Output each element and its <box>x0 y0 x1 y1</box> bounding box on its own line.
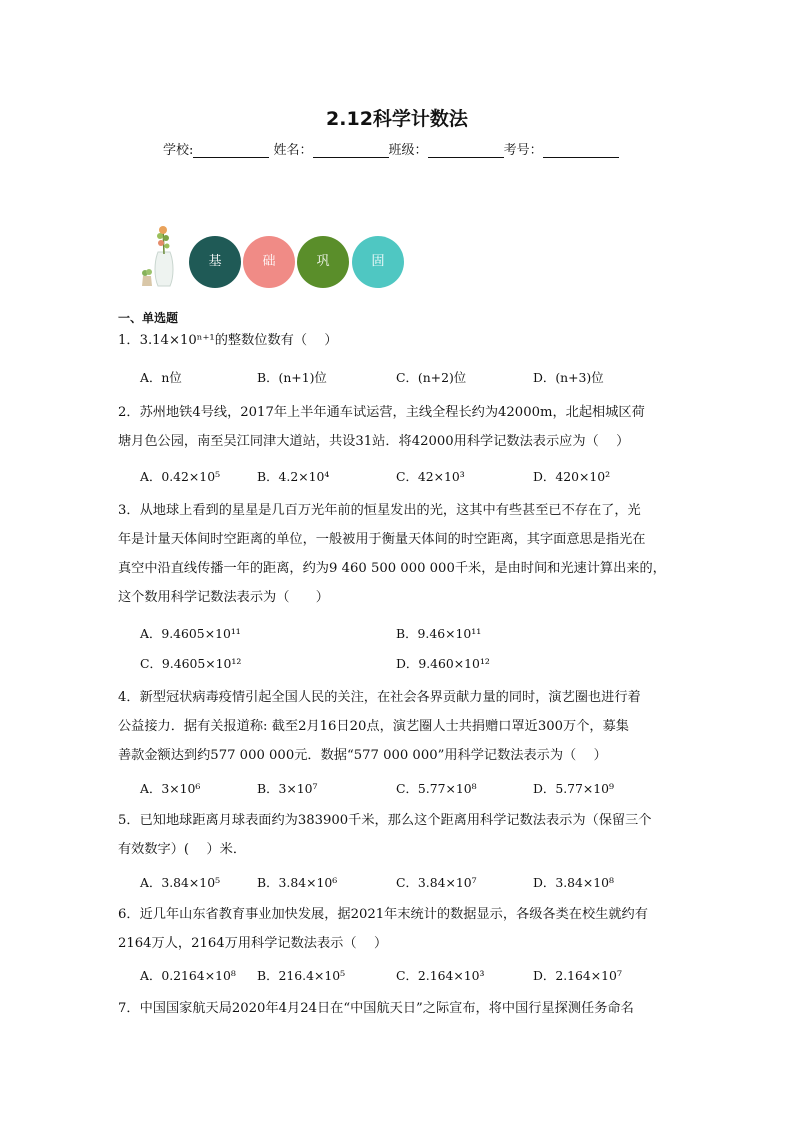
question-text: 6．近几年山东省教育事业加快发展，据2021年末统计的数据显示，各级各类在校生就约有 <box>118 907 648 922</box>
option-d[interactable]: D．2.164×10⁷ <box>533 968 622 983</box>
plant-vase-icon <box>136 222 182 292</box>
option-a[interactable]: A．n位 <box>140 370 182 385</box>
option-d[interactable]: D．3.84×10⁸ <box>533 875 615 890</box>
class-label: 班级： <box>388 143 428 158</box>
question-text: 善款金额达到约577 000 000元．数据“577 000 000”用科学记数法表示为（ ） <box>118 748 607 763</box>
option-d[interactable]: D．420×10² <box>533 469 611 484</box>
option-a[interactable]: A．3×10⁶ <box>140 781 201 796</box>
question-7 <box>118 994 678 1023</box>
option-d[interactable]: D．9.460×10¹² <box>396 656 490 671</box>
question-6 <box>118 900 678 958</box>
question-text: 这个数用科学记数法表示为（ ） <box>118 590 329 605</box>
option-a[interactable]: A．3.84×10⁵ <box>140 875 221 890</box>
page-title: 2.12科学计数法 <box>326 108 468 130</box>
question-text: 7．中国国家航天局2020年4月24日在“中国航天日”之际宣布，将中国行星探测任务命名 <box>118 1001 634 1016</box>
option-a[interactable]: A．0.2164×10⁸ <box>140 968 236 983</box>
question-4-options <box>140 779 680 799</box>
question-text: 5．已知地球距离月球表面约为383900千米，那么这个距离用科学记数法表示为（保留三个 <box>118 813 652 828</box>
option-b[interactable]: B．3×10⁷ <box>257 781 318 796</box>
option-b[interactable]: B．(n+1)位 <box>257 370 327 385</box>
question-text: 2164万人，2164万用科学记数法表示（ ） <box>118 936 388 951</box>
question-6-options <box>140 966 680 986</box>
question-2-options <box>140 467 680 487</box>
question-5 <box>118 806 678 864</box>
question-4 <box>118 683 678 770</box>
option-b[interactable]: B．3.84×10⁶ <box>257 875 338 890</box>
option-c[interactable]: C．2.164×10³ <box>396 968 485 983</box>
section-title: 一、单选题 <box>118 311 179 325</box>
number-blank <box>543 143 619 158</box>
option-c[interactable]: C．9.4605×10¹² <box>140 656 242 671</box>
question-3-options-row-2 <box>140 654 680 674</box>
option-c[interactable]: C．3.84×10⁷ <box>396 875 477 890</box>
option-c[interactable]: C．42×10³ <box>396 469 465 484</box>
question-text: 有效数字）( ）米． <box>118 842 247 857</box>
name-blank <box>313 143 389 158</box>
section-banner <box>136 222 416 292</box>
school-label: 学校: <box>163 143 194 158</box>
banner-circle-3: 巩 <box>297 236 349 288</box>
question-5-options <box>140 873 680 893</box>
option-d[interactable]: D．5.77×10⁹ <box>533 781 615 796</box>
question-text: 2．苏州地铁4号线，2017年上半年通车试运营，主线全程长约为42000m，北起相城区荷 <box>118 405 645 420</box>
question-1-options <box>140 368 680 388</box>
banner-circle-2: 础 <box>243 236 295 288</box>
option-d[interactable]: D．(n+3)位 <box>533 370 604 385</box>
school-blank <box>193 143 269 158</box>
banner-circle-1: 基 <box>189 236 241 288</box>
question-2 <box>118 398 678 456</box>
option-c[interactable]: C．5.77×10⁸ <box>396 781 477 796</box>
question-3 <box>118 496 678 612</box>
question-text: 3．从地球上看到的星星是几百万光年前的恒星发出的光，这其中有些甚至已不存在了，光 <box>118 503 641 518</box>
question-text: 真空中沿直线传播一年的距离，约为9 460 500 000 000千米，是由时间和光速计算出来的， <box>118 561 666 576</box>
option-b[interactable]: B．4.2×10⁴ <box>257 469 330 484</box>
option-c[interactable]: C．(n+2)位 <box>396 370 467 385</box>
option-a[interactable]: A．0.42×10⁵ <box>140 469 221 484</box>
question-text: 1．3.14×10ⁿ⁺¹的整数位数有（ ） <box>118 333 338 348</box>
class-blank <box>428 143 504 158</box>
option-b[interactable]: B．9.46×10¹¹ <box>396 626 482 641</box>
question-text: 4．新型冠状病毒疫情引起全国人民的关注，在社会各界贡献力量的同时，演艺圈也进行着 <box>118 690 641 705</box>
question-3-options-row-1 <box>140 624 680 644</box>
option-a[interactable]: A．9.4605×10¹¹ <box>140 626 241 641</box>
banner-circle-4: 固 <box>352 236 404 288</box>
option-b[interactable]: B．216.4×10⁵ <box>257 968 346 983</box>
question-text: 塘月色公园，南至吴江同津大道站，共设31站．将42000用科学记数法表示应为（ ） <box>118 434 630 449</box>
student-info-line <box>163 139 619 158</box>
number-label: 考号： <box>503 143 543 158</box>
question-text: 年是计量天体间时空距离的单位，一般被用于衡量天体间的时空距离，其字面意思是指光在 <box>118 532 646 547</box>
name-label: 姓名： <box>273 143 313 158</box>
question-text: 公益接力．据有关报道称: 截至2月16日20点，演艺圈人士共捐赠口罩近300万个，募集 <box>118 719 629 734</box>
question-1 <box>118 326 678 355</box>
